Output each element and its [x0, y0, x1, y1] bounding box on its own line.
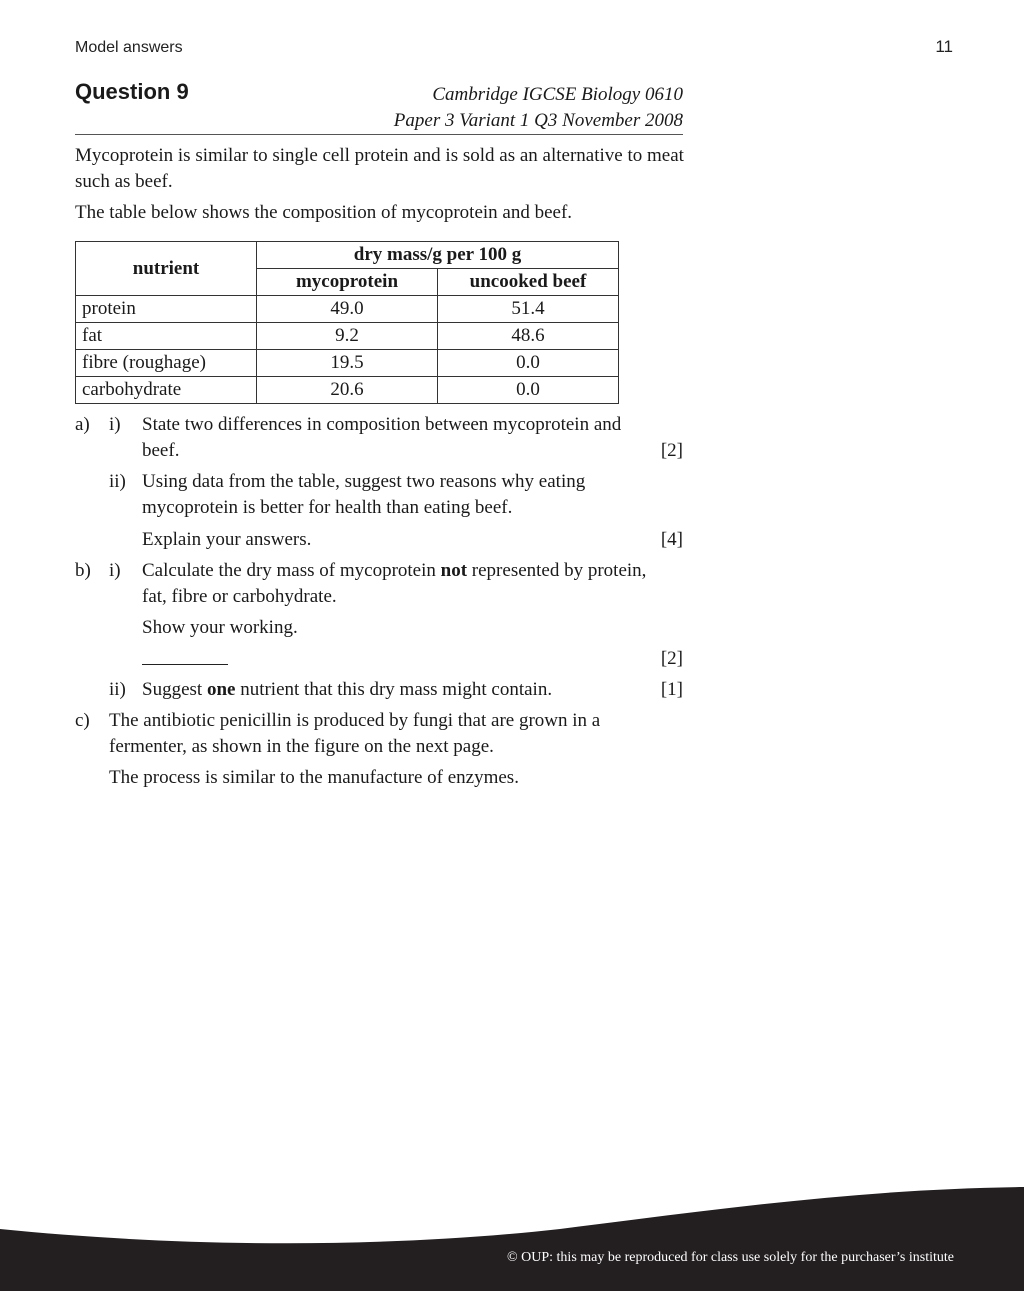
cell-nutrient: carbohydrate [76, 377, 257, 404]
header-nutrient: nutrient [76, 242, 257, 296]
part-a-i-line-2: beef. [142, 440, 180, 461]
page-number: 11 [935, 37, 953, 56]
part-c-label: c) [75, 710, 90, 731]
cell-nutrient: protein [76, 296, 257, 323]
intro-paragraph-2: The table below shows the composition of mycoprotein and beef. [75, 202, 573, 223]
b-i-text-bold: not [440, 560, 468, 581]
question-title: Question 9 [75, 79, 189, 104]
part-a-i-mark: [2] [660, 440, 683, 461]
title-rule [75, 134, 683, 135]
part-a-ii-line-2: mycoprotein is better for health than eating beef. [142, 497, 513, 518]
b-ii-text-pre: Suggest [142, 679, 207, 700]
cell-nutrient: fibre (roughage) [76, 350, 257, 377]
answer-blank-line [142, 664, 228, 665]
header-uncooked-beef: uncooked beef [438, 269, 619, 296]
part-a-ii-label: ii) [109, 471, 126, 492]
cell-mycoprotein: 9.2 [257, 323, 438, 350]
b-i-text-pre: Calculate the dry mass of mycoprotein [142, 560, 441, 581]
part-b-i-line-3: Show your working. [142, 617, 298, 638]
header-dry-mass: dry mass/g per 100 g [257, 242, 619, 269]
part-a-label: a) [75, 414, 90, 435]
part-a-ii-line-1: Using data from the table, suggest two reasons why eating [142, 471, 586, 492]
part-b-ii-label: ii) [109, 679, 126, 700]
running-head: Model answers [75, 39, 183, 56]
cell-mycoprotein: 19.5 [257, 350, 438, 377]
cell-mycoprotein: 49.0 [257, 296, 438, 323]
cell-beef: 51.4 [438, 296, 619, 323]
table-row [76, 377, 619, 404]
part-c-line-1: The antibiotic penicillin is produced by fungi that are grown in a [109, 710, 601, 731]
part-b-i-mark: [2] [660, 648, 683, 669]
part-a-i-label: i) [109, 414, 121, 435]
cell-beef: 0.0 [438, 350, 619, 377]
part-c-line-3: The process is similar to the manufacture of enzymes. [109, 767, 519, 788]
part-b-i-line-2: fat, fibre or carbohydrate. [142, 586, 337, 607]
part-c-line-2: fermenter, as shown in the figure on the next page. [109, 736, 494, 757]
part-b-i-line-1 [142, 558, 646, 584]
part-a-ii-mark: [4] [660, 529, 683, 550]
source-line-2: Paper 3 Variant 1 Q3 November 2008 [393, 110, 683, 131]
question-source [394, 82, 683, 134]
cell-beef: 0.0 [438, 377, 619, 404]
part-a-ii-line-3: Explain your answers. [142, 529, 312, 550]
b-ii-text-post: nutrient that this dry mass might contain. [235, 679, 553, 700]
table-row [76, 296, 619, 323]
composition-table [75, 241, 619, 404]
footer-copyright: © OUP: this may be reproduced for class use solely for the purchaser’s institute [507, 1250, 954, 1265]
cell-beef: 48.6 [438, 323, 619, 350]
header-mycoprotein: mycoprotein [257, 269, 438, 296]
part-a-i-line-1: State two differences in composition between mycoprotein and [142, 414, 622, 435]
table-row [76, 323, 619, 350]
part-b-i-label: i) [109, 560, 121, 581]
table-row [76, 350, 619, 377]
b-ii-text-bold: one [206, 679, 236, 700]
part-b-ii-mark: [1] [660, 679, 683, 700]
cell-mycoprotein: 20.6 [257, 377, 438, 404]
cell-nutrient: fat [76, 323, 257, 350]
part-b-ii-line [142, 677, 552, 703]
b-i-text-post: represented by protein, [467, 560, 647, 581]
intro-paragraph-1: Mycoprotein is similar to single cell protein and is sold as an alternative to meat such as beef. [75, 145, 684, 192]
footer-wave-band [0, 1185, 1024, 1291]
source-line-1: Cambridge IGCSE Biology 0610 [432, 84, 683, 105]
part-b-label: b) [75, 560, 91, 581]
